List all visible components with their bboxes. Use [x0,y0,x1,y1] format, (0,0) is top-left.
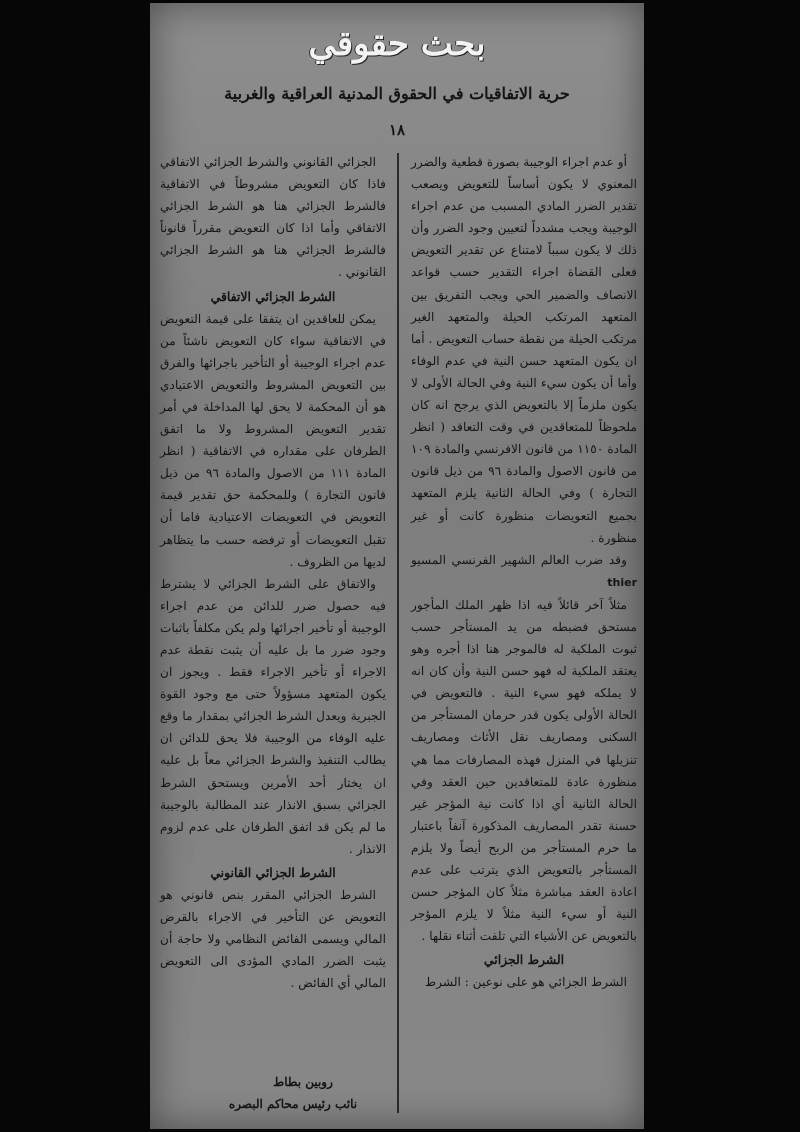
latin-name: thier [607,575,637,589]
paragraph: الشرط الجزائي المقرر بنص قانوني هو التعويض عن التأخير في الاجراء بالقرض المالي ويسمى الفائض النظامي ولا حاجة أن يثبت الضرر المادي المؤدى الى التعويض المالي أي الفائض . [160,887,386,991]
column-divider [397,153,399,1113]
section-heading: الشرط الجزائي الاتفاقي [210,288,336,304]
author-signature [160,1071,386,1115]
paragraph: الشرط الجزائي هو على نوعين : الشرط [424,975,627,990]
paragraph: الجزائي القانوني والشرط الجزائي الاتفاقي فاذا كان التعويض مشروطاً في الاتفاقية فالشرط الجزائي هنا هو الشرط الجزائي الاتفاقي وأما اذا كان التعويض مقرراً قانوناً فالشرط الجزائي هنا هو الشرط الجزائي القانوني . [160,155,386,280]
section-heading: الشرط الجزائي [483,952,565,968]
paragraph-text: وقد ضرب العالم الشهير الفرنسي المسيو [411,552,627,567]
article-title: بحث حقوقي [308,24,486,64]
paragraph: مثلاً آخر قائلاً فيه اذا ظهر الملك المأجور مستحق فضبطه من يد المستأجر حسب ثبوت الملكية له فالموجر هنا اذا أجره وهو يعتقد الملكية له فهو حسن النية وأن كان انه لا يملكه فهو سيء النية . فالتعويض في الحالة الأولى يكون قدر حرمان المستأجر من السكنى ومصاريف نقل الأثاث ومصاريف تنزيلها في المنزل فهذه المصارفات مما هي منظورة عادة للمتعاقدين حين العقد وفي الحالة الثانية أي اذا كانت نية المؤجر غير حسنة تقدر المصاريف المذكورة آنفاً باعتبار ما حرم المستأجر من الربح أيضاً ولا يلزم المستأجر بالتعويض الذي يترتب على عدم اعادة العقد مباشرة مثلاً كان المؤجر حسن النية أو سيء النية مثلاً لا يلزم المؤجر بالتعويض عن الأشياء التي تلفت أثناء نقلها . [411,597,637,944]
newspaper-clipping [150,3,644,1129]
right-column [411,151,637,1119]
part-number: ١٨ [388,121,406,139]
section-heading: الشرط الجزائي القانوني [210,864,336,880]
author-name: روبين بطاط [273,1075,333,1089]
article-subtitle: حرية الاتفاقيات في الحقوق المدنية العراقية والغربية [224,84,570,103]
left-column [160,151,386,1091]
paragraph: أو عدم اجراء الوجيبة بصورة قطعية والضرر المعنوي لا يكون أساساً للتعويض ويصعب تقدير الضرر المادي المسبب من عدم اجراء الوجيبة ويجب مشدداً لتعيين وجود الضرر وأن ذلك لا يكون سبباً لامتناع عن تقدير التعويض فعلى القضاة اجراء التقدير حسب قواعد الانصاف والضمير الحي ويجب التفريق بين المتعهد المرتكب الحيلة والمتعهد الغير مرتكب الحيلة من نقطة حساب التعويض . أما ان يكون المتعهد حسن النية في عدم الوفاء وأما أن يكون سيء النية وفي الحالة الأولى لا يكون ملزماً إلا بالتعويض الذي يرجح انه كان ملحوظاً للمتعاقدين في وقت التعاقد ( انظر المادة ١١٥٠ من قانون الافرنسي والمادة ١٠٩ من قانون الاصول والمادة ٩٦ من ذيل قانون التجارة ) وفي الحالة الثانية يلزم المتعهد بجميع التعويضات منظورة كانت أو غير منظورة . [411,155,638,545]
paragraph: والاتفاق على الشرط الجزائي لا يشترط فيه حصول ضرر للدائن من عدم اجراء الوجيبة أو تأخير اجرائها ولم يكن مكلفاً باثبات وجود ضرر ما بل عليه أن يثبت نقطة عدم الاجراء أو تأخير الاجراء فقط . ويجوز ان يكون المتعهد مسؤولاً حتى مع وجود القوة الجبرية ويعدل الشرط الجزائي بمقدار ما وقع عليه الوفاء من الوجيبة فلا يحق للدائن ان يطالب التنفيذ والشرط الجزائي معاً بل عليه ان يختار أحد الأمرين ويستحق الشرط الجزائي بسبق الانذار عند المطالبة بالوجيبة ما لم يكن قد اتفق الطرفان على عدم لزوم الانذار . [160,576,386,856]
author-role: نائب رئيس محاكم البصره [228,1097,358,1111]
paragraph: يمكن للعاقدين ان يتفقا على قيمة التعويض في الاتفاقية سواء كان التعويض ناشئاً من عدم اجراء الوجيبة أو التأخير باجرائها والفرق بين التعويض المشروط والتعويض الاعتيادي هو أن المحكمة لا يحق لها المداخلة في أمر تقدير التعويض المشروط ولا ما اتفق الطرفان على مقداره في الاتفاقية ( انظر المادة ١١١ من الاصول والمادة ٩٦ من ذيل قانون التجارة ) وللمحكمة حق تقدير قيمة التعويض في التعويضات الاعتيادية فاما أن تقبل التعويضات أو ترفضه حسب ما يتظاهر لديها من الظروف . [160,311,386,569]
paragraph [411,549,637,594]
